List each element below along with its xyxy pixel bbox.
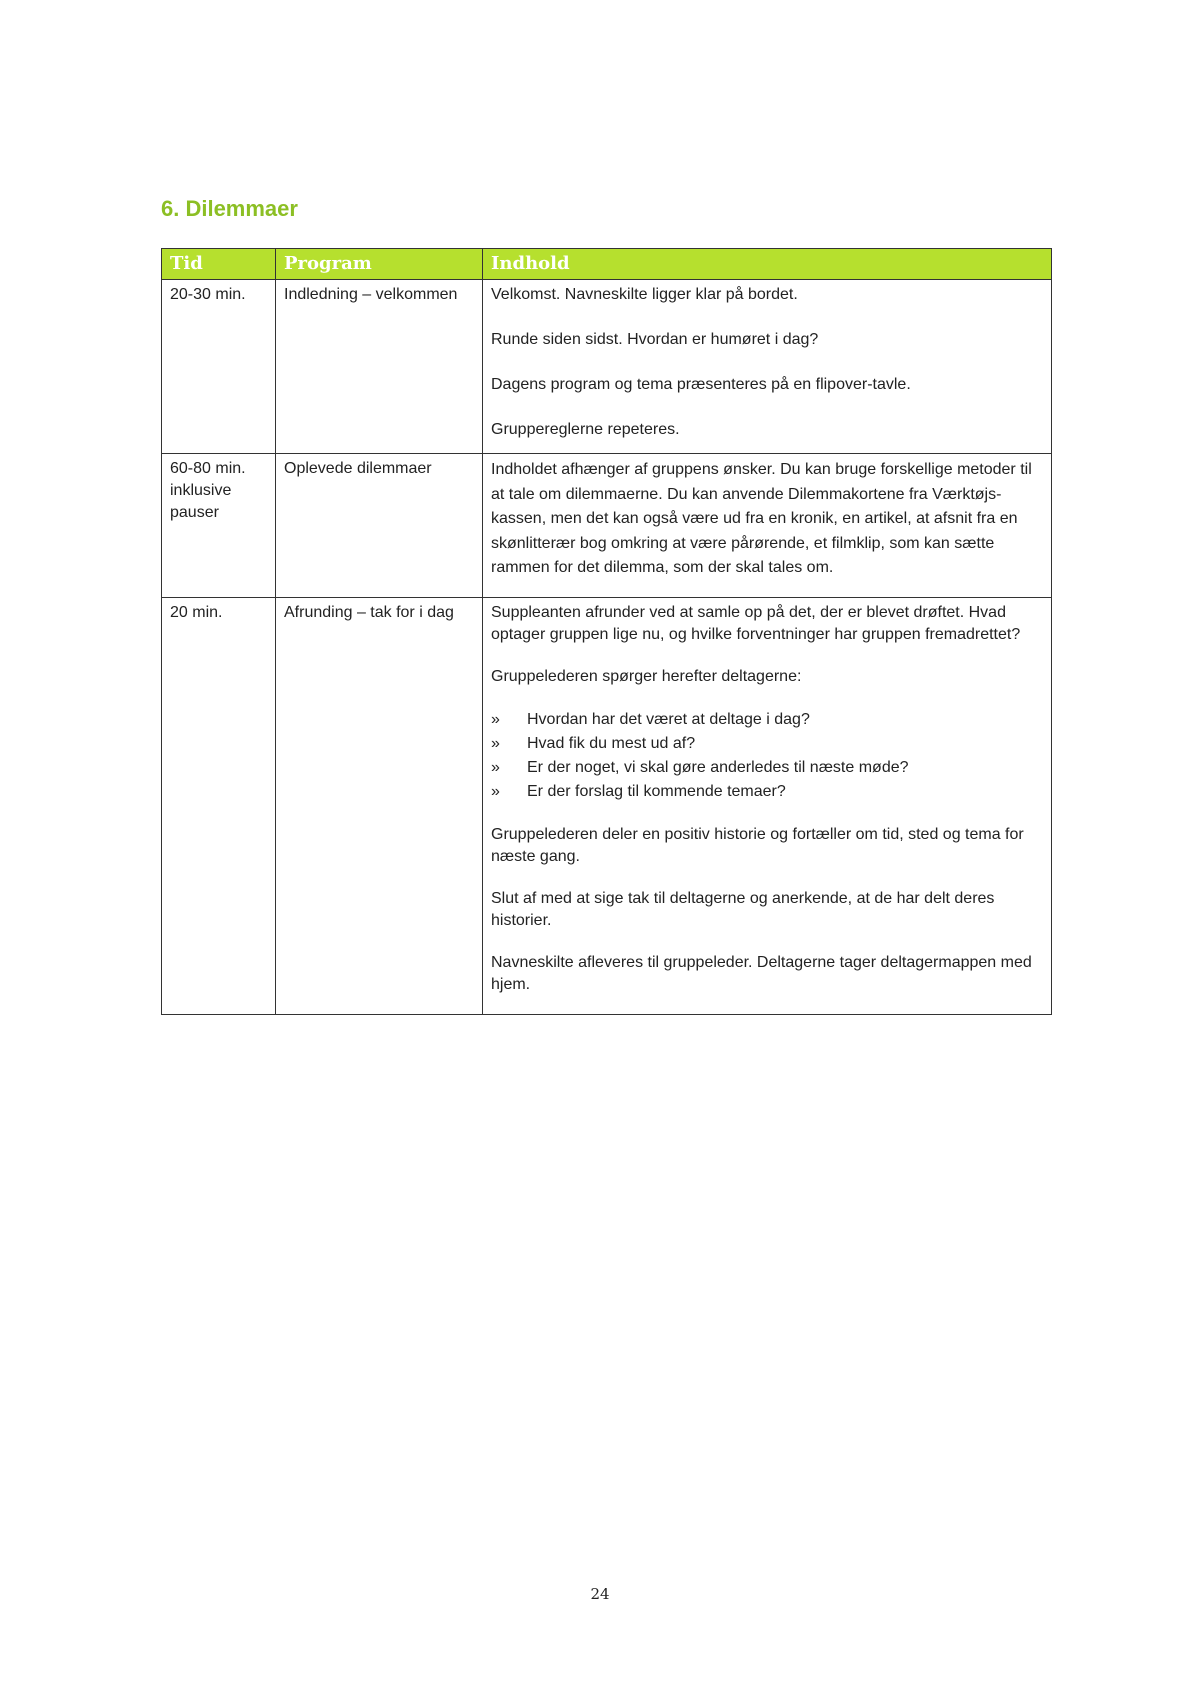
list-item — [491, 732, 1043, 756]
content-paragraph: Suppleanten afrunder ved at samle op på det, der er blevet drøftet. Hvad optager gruppen lige nu, og hvilke forventninger har gruppen fremadrettet? — [491, 603, 1021, 643]
list-item-text: Hvordan har det været at deltage i dag? — [527, 710, 810, 728]
header-indhold: Indhold — [483, 249, 1052, 280]
header-program: Program — [276, 249, 483, 280]
bullet-marker: » — [491, 782, 500, 800]
cell-tid: 20 min. — [162, 597, 276, 1014]
table-row — [162, 597, 1052, 1014]
content-paragraph: Gruppelederen spørger herefter deltagerne: — [491, 667, 802, 685]
cell-program: Indledning – velkommen — [276, 280, 483, 454]
content-paragraph: Gruppereglerne repeteres. — [491, 421, 680, 438]
cell-program: Oplevede dilemmaer — [276, 454, 483, 598]
cell-program: Afrunding – tak for i dag — [276, 597, 483, 1014]
table-header-row — [162, 249, 1052, 280]
content-paragraph: Dagens program og tema præsenteres på en flipover-tavle. — [491, 376, 911, 393]
list-item-text: Er der noget, vi skal gøre anderledes til næste møde? — [527, 758, 909, 776]
cell-tid: 60-80 min. inklusive pauser — [162, 454, 276, 598]
question-list — [491, 708, 1043, 804]
list-item-text: Er der forslag til kommende temaer? — [527, 782, 786, 800]
content-paragraph: Runde siden sidst. Hvordan er humøret i dag? — [491, 331, 819, 348]
page-title: 6. Dilemmaer — [161, 196, 298, 221]
table-row — [162, 280, 1052, 454]
list-item-text: Hvad fik du mest ud af? — [527, 734, 696, 752]
program-table — [161, 248, 1052, 1015]
bullet-marker: » — [491, 758, 500, 776]
cell-tid: 20-30 min. — [162, 280, 276, 454]
list-item — [491, 708, 1043, 732]
cell-indhold — [483, 454, 1052, 598]
header-tid: Tid — [162, 249, 276, 280]
list-item — [491, 756, 1043, 780]
page-number: 24 — [590, 1585, 610, 1603]
content-paragraph: Gruppelederen deler en positiv historie og fortæller om tid, sted og tema for næste gang. — [491, 825, 1024, 865]
cell-indhold — [483, 597, 1052, 1014]
list-item — [491, 780, 1043, 804]
table-row — [162, 454, 1052, 598]
content-paragraph: Slut af med at sige tak til deltagerne og anerkende, at de har delt deres historier. — [491, 889, 995, 929]
content-paragraph: Navneskilte afleveres til gruppeleder. Deltagerne tager deltagermappen med hjem. — [491, 953, 1032, 993]
content-paragraph: Velkomst. Navneskilte ligger klar på bordet. — [491, 286, 798, 303]
bullet-marker: » — [491, 734, 500, 752]
bullet-marker: » — [491, 710, 500, 728]
cell-indhold — [483, 280, 1052, 454]
content-paragraph: Indholdet afhænger af gruppens ønsker. Du kan bruge forskellige metoder til at tale om dilemmaerne. Du kan anvende Dilemmakortene fra Værktøjs-kassen, men det kan også være ud fra en kronik, en artikel, at afsnit fra en skønlitterær bog omkring at være pårørende, et filmklip, som kan sætte rammen for det dilemma, som der skal tales om. — [491, 461, 1032, 576]
